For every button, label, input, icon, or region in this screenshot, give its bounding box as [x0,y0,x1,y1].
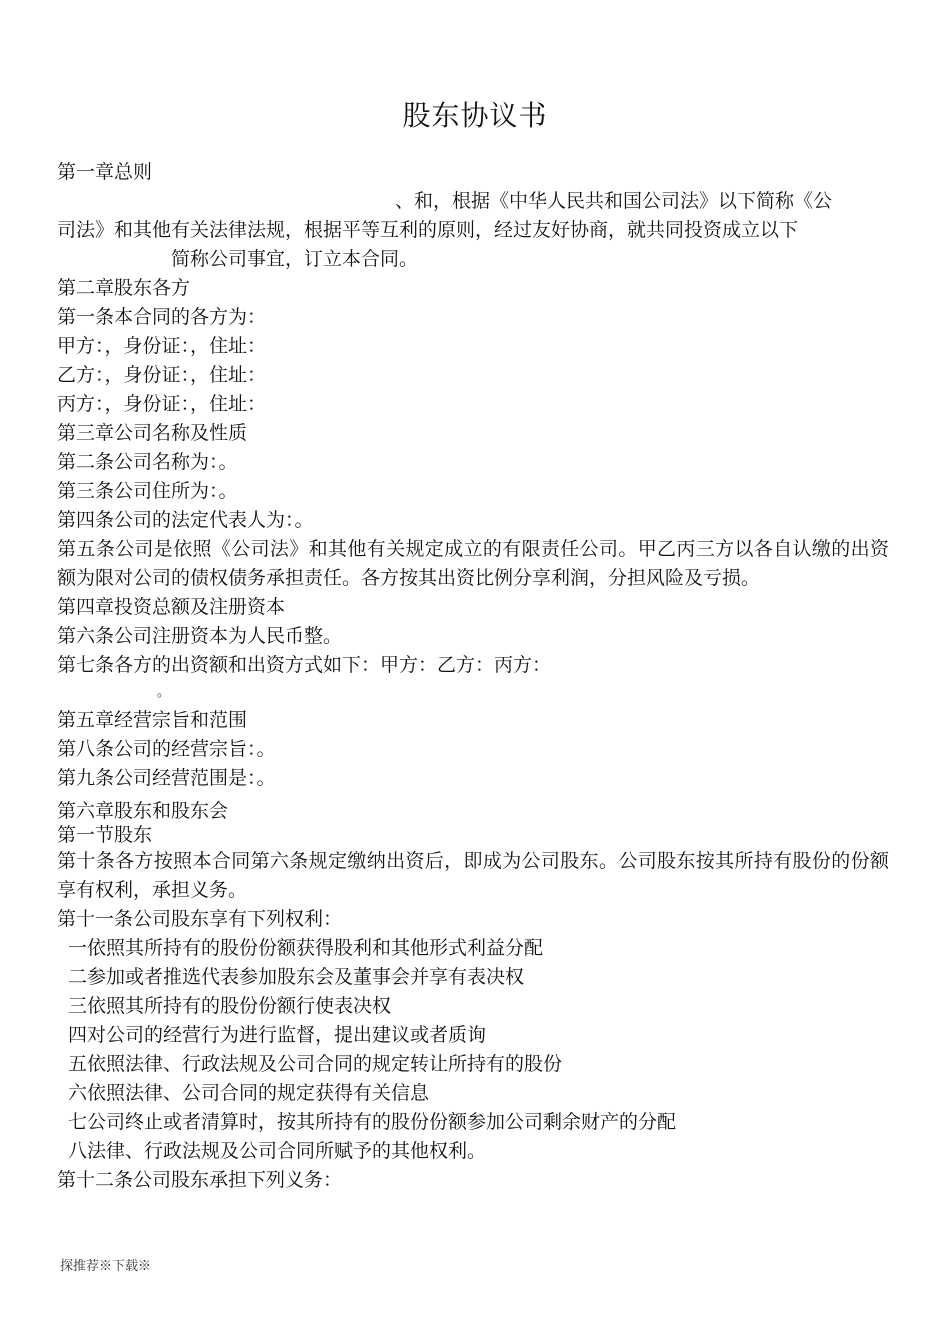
party-b: 乙方：，身份证：，住址： [57,364,267,386]
party-c: 丙方：，身份证：，住址： [57,393,267,415]
article-1: 第一条本合同的各方为： [57,306,267,328]
right-item-7: 七公司终止或者清算时，按其所持有的股份份额参加公司剩余财产的分配 [68,1111,677,1133]
right-item-5: 五依照法律、行政法规及公司合同的规定转让所持有的股份 [68,1053,563,1075]
chapter6-heading: 第六章股东和股东会 [57,800,229,822]
intro-line-3: 简称公司事宜，订立本合同。 [171,248,419,270]
article-9: 第九条公司经营范围是：。 [57,767,276,789]
document-body [57,158,889,1195]
chapter1-heading: 第一章总则 [57,161,153,183]
right-item-2: 二参加或者推选代表参加股东会及董事会并享有表决权 [68,966,525,988]
article-12: 第十二条公司股东承担下列义务： [57,1169,343,1191]
chapter5-heading: 第五章经营宗旨和范围 [57,709,248,731]
right-item-8: 八法律、行政法规及公司合同所赋予的其他权利。 [68,1140,487,1162]
document-title: 股东协议书 [402,99,548,132]
chapter4-heading: 第四章投资总额及注册资本 [57,596,286,618]
article-6: 第六条公司注册资本为人民币整。 [57,625,343,647]
section-1-heading: 第一节股东 [57,824,153,846]
page-footer: 探推荐※下载※ [60,1259,152,1274]
intro-line-1: 、和，根据《中华人民共和国公司法》以下简称《公 [395,190,833,212]
article-2: 第二条公司名称为：。 [57,451,238,473]
right-item-4: 四对公司的经营行为进行监督，提出建议或者质询 [68,1024,487,1046]
chapter3-heading: 第三章公司名称及性质 [57,422,248,444]
right-item-1: 一依照其所持有的股份份额获得股利和其他形式利益分配 [68,937,544,959]
article-8: 第八条公司的经营宗旨：。 [57,738,276,760]
article-10: 第十条各方按照本合同第六条规定缴纳出资后，即成为公司股东。公司股东按其所持有股份的份额享有权利，承担义务。 [57,850,889,901]
article-11: 第十一条公司股东享有下列权利： [57,908,343,930]
intro-line-2: 司法》和其他有关法律法规，根据平等互利的原则，经过友好协商，就共同投资成立以下 [57,219,799,241]
article-7-mark: 。 [157,685,171,700]
chapter2-heading: 第二章股东各方 [57,277,191,299]
article-7: 第七条各方的出资额和出资方式如下：甲方：乙方：丙方： [57,654,552,676]
right-item-6: 六依照法律、公司合同的规定获得有关信息 [68,1082,430,1104]
article-4: 第四条公司的法定代表人为：。 [57,509,314,531]
article-3: 第三条公司住所为：。 [57,480,238,502]
article-5: 第五条公司是依照《公司法》和其他有关规定成立的有限责任公司。甲乙丙三方以各自认缴的出资额为限对公司的债权债务承担责任。各方按其出资比例分享利润，分担风险及亏损。 [57,538,889,589]
party-a: 甲方：，身份证：，住址： [57,335,267,357]
right-item-3: 三依照其所持有的股份份额行使表决权 [68,995,392,1017]
